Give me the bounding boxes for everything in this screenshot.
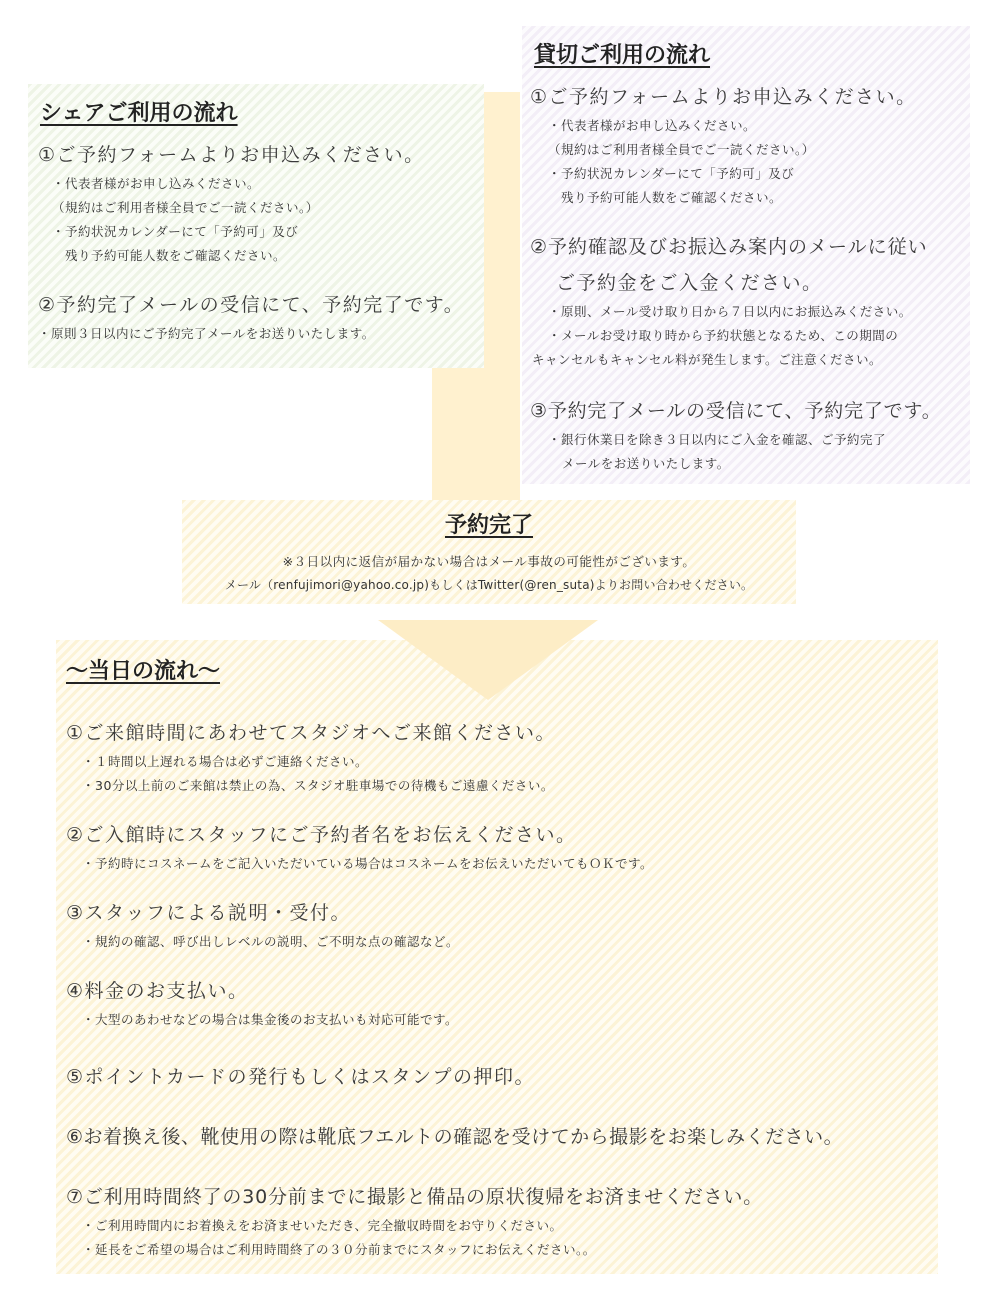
day-step-2-note: ・予約時にコスネームをご記入いただいている場合はコスネームをお伝えいただいてもＯＫです。 — [82, 856, 654, 871]
day-step-3-note: ・規約の確認、呼び出しレベルの説明、ご不明な点の確認など。 — [82, 934, 460, 949]
day-step-7-note: ・ご利用時間内にお着換えをお済ませいただき、完全撤収時間をお守りください。 — [82, 1218, 563, 1233]
share-step-1: ①ご予約フォームよりお申込みください。 — [38, 144, 425, 166]
charter-step-2-note: ・メールお受け取り時から予約状態となるため、この期間の — [548, 328, 899, 343]
charter-step-1-note: 残り予約可能人数をご確認ください。 — [548, 190, 783, 205]
day-step-2: ②ご入館時にスタッフにご予約者名をお伝えください。 — [66, 824, 577, 846]
day-step-6: ⑥お着換え後、靴使用の際は靴底フエルトの確認を受けてから撮影をお楽しみください。 — [66, 1126, 844, 1148]
charter-flow-title: 貸切ご利用の流れ — [534, 43, 711, 68]
day-step-1: ①ご来館時間にあわせてスタジオへご来館ください。 — [66, 722, 557, 744]
share-flow-panel — [28, 84, 484, 368]
booking-complete-note: ※３日以内に返信が届かない場合はメール事故の可能性がございます。 — [282, 554, 696, 569]
charter-step-3: ③予約完了メールの受信にて、予約完了です。 — [530, 400, 942, 422]
day-step-7-note: ・延長をご希望の場合はご利用時間終了の３０分前までにスタッフにお伝えください。。 — [82, 1242, 596, 1257]
booking-complete-panel — [182, 500, 796, 604]
share-step-1-note: ・予約状況カレンダーにて「予約可」及び — [52, 224, 299, 239]
day-step-7: ⑦ご利用時間終了の30分前までに撮影と備品の原状復帰をお済ませください。 — [66, 1186, 764, 1208]
share-step-1-note: （規約はご利用者様全員でご一読ください。） — [52, 200, 319, 215]
day-step-4: ④料金のお支払い。 — [66, 980, 249, 1002]
charter-step-2: ②予約確認及びお振込み案内のメールに従い — [530, 236, 928, 258]
day-step-1-note: ・１時間以上遅れる場合は必ずご連絡ください。 — [82, 754, 369, 769]
share-step-1-note: ・代表者様がお申し込みください。 — [52, 176, 261, 191]
charter-flow-panel — [522, 26, 970, 484]
charter-step-1-note: （規約はご利用者様全員でご一読ください。） — [548, 142, 815, 157]
share-step-1-note: 残り予約可能人数をご確認ください。 — [52, 248, 287, 263]
charter-step-2-line2: ご予約金をご入金ください。 — [556, 272, 823, 294]
charter-step-2-note: キャンセルもキャンセル料が発生します。ご注意ください。 — [532, 352, 883, 367]
day-step-4-note: ・大型のあわせなどの場合は集金後のお支払いも対応可能です。 — [82, 1012, 459, 1027]
day-step-1-note: ・30分以上前のご来館は禁止の為、スタジオ駐車場での待機もご遠慮ください。 — [82, 778, 554, 793]
share-step-2-note: ・原則３日以内にご予約完了メールをお送りいたします。 — [38, 326, 375, 341]
booking-complete-contact: メール（renfujimori@yahoo.co.jp)もしくはTwitter(@ren_suta)よりお問い合わせください。 — [224, 578, 754, 592]
share-flow-title: シェアご利用の流れ — [40, 101, 238, 126]
booking-complete-title: 予約完了 — [444, 513, 533, 538]
day-step-5: ⑤ポイントカードの発行もしくはスタンプの押印。 — [66, 1066, 535, 1088]
charter-step-3-note: メールをお送りいたします。 — [562, 456, 730, 471]
day-flow-title: 〜当日の流れ〜 — [66, 659, 221, 684]
charter-step-1-note: ・代表者様がお申し込みください。 — [548, 118, 757, 133]
share-step-2: ②予約完了メールの受信にて、予約完了です。 — [38, 294, 465, 316]
charter-step-1: ①ご予約フォームよりお申込みください。 — [530, 86, 917, 108]
charter-step-3-note: ・銀行休業日を除き３日以内にご入金を確認、ご予約完了 — [548, 432, 887, 447]
flow-arrow-head — [378, 620, 598, 700]
day-flow-panel — [56, 640, 938, 1274]
charter-step-1-note: ・予約状況カレンダーにて「予約可」及び — [548, 166, 795, 181]
charter-step-2-note: ・原則、メール受け取り日から７日以内にお振込みください。 — [548, 304, 912, 319]
day-step-3: ③スタッフによる説明・受付。 — [66, 902, 352, 924]
